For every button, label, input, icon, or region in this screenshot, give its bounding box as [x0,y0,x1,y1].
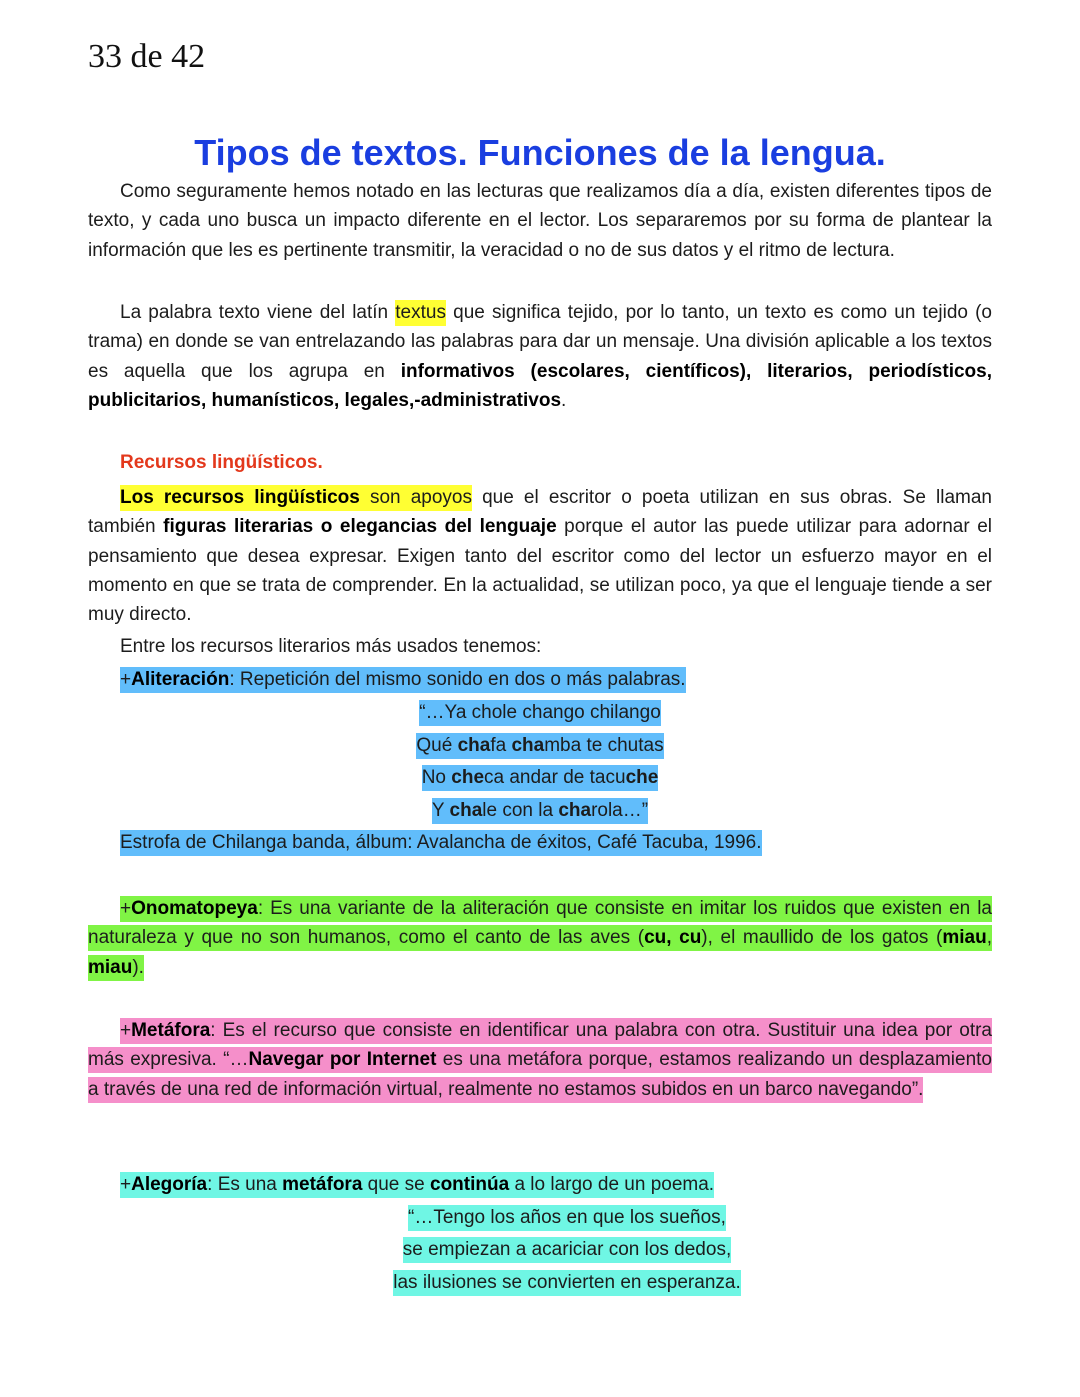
aliteracion-verse-2: Qué chafa chamba te chutas [88,731,992,760]
aliteracion-verse-4: Y chale con la charola…” [88,796,992,825]
text-types-list: informativos (escolares, científicos), literarios, periodísticos, publicitarios, humanísticos, legales,-administrativos [88,360,992,411]
section-heading-recursos: Recursos lingüísticos. [120,452,323,473]
aliteracion-source: Estrofa de Chilanga banda, álbum: Avalancha de éxitos, Café Tacuba, 1996. [120,828,762,857]
recursos-paragraph: Los recursos lingüísticos son apoyos que el escritor o poeta utilizan en sus obras. Se llaman también figuras literarias o elegancias del lenguaje porque el autor las puede utilizar para adornar el pensamiento que desea expresar. Exigen tanto del escritor como del lector un esfuerzo mayor en el momento en que se trata de comprender. En la actualidad, se utilizan poco, ya que el lenguaje tiende a ser muy directo. [88,487,992,626]
onomatopeya-paragraph: +Onomatopeya: Es una variante de la aliteración que consiste en imitar los ruidos que existen en la naturaleza y que no son humanos, como el canto de las aves (cu, cu), el maullido de los gatos (miau, miau). [88,894,992,982]
alegoria-verse-2: se empiezan a acariciar con los dedos, [115,1235,1019,1264]
intro-paragraph-2: La palabra texto viene del latín textus que significa tejido, por lo tanto, un texto es como un tejido (o trama) en donde se van entrelazando las palabras para dar un mensaje. Una división aplicable a los textos es aquella que los agrupa en informativos (escolares, científicos), literarios, periodísticos, publicitarios, humanísticos, legales,-administrativos. [88,302,992,411]
recursos-list-intro: Entre los recursos literarios más usados tenemos: [120,636,542,657]
alegoria-verse-3: las ilusiones se convierten en esperanza. [115,1268,1019,1297]
intro-paragraph-1: Como seguramente hemos notado en las lecturas que realizamos día a día, existen diferentes tipos de texto, y cada uno busca un impacto diferente en el lector. Los separaremos por su forma de plantear la información que les es pertinente transmitir, la veracidad o no de sus datos y el ritmo de lectura. [88,181,992,261]
aliteracion-verse-1: “…Ya chole chango chilango [88,698,992,727]
page-title: Tipos de textos. Funciones de la lengua. [194,132,886,173]
alegoria-verse-1: “…Tengo los años en que los sueños, [115,1203,1019,1232]
metafora-paragraph: +Metáfora: Es el recurso que consiste en identificar una palabra con otra. Sustituir una idea por otra más expresiva. “…Navegar por Internet es una metáfora porque, estamos realizando un desplazamiento a través de una red de información virtual, realmente no estamos subidos en un barco navegando”. [88,1016,992,1104]
textus-highlight: textus [395,300,446,326]
aliteracion-verse-3: No checa andar de tacuche [88,763,992,792]
aliteracion-definition: +Aliteración: Repetición del mismo sonido en dos o más palabras. [120,665,686,694]
alegoria-definition: +Alegoría: Es una metáfora que se continúa a lo largo de un poema. [120,1170,714,1199]
page-number: 33 de 42 [88,38,206,75]
